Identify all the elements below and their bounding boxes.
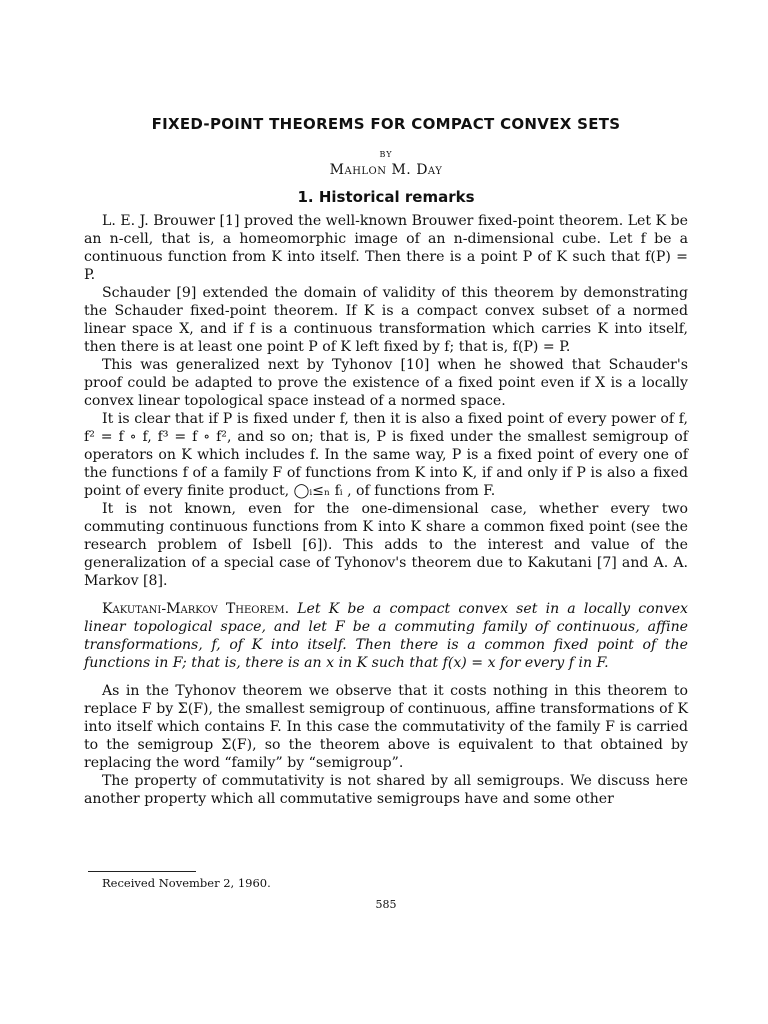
paragraph-schauder: Schauder [9] extended the domain of validity of this theorem by demonstrating the Schauder fixed-point theorem. If K is a compact convex subset of a normed linear space X, and if f is a continuous transformation which carries K into itself, then there is at least one point P of K left fixed by f; that is, f(P) = P. bbox=[84, 285, 688, 355]
section-heading: 1. Historical remarks bbox=[297, 188, 475, 206]
theorem-name: Kakutani-Markov Theorem. bbox=[102, 601, 290, 617]
paragraph-commuting: It is not known, even for the one-dimensional case, whether every two commuting continuous functions from K into K share a common fixed point (see the research problem of Isbell [6]). This adds to the interest and value of the generalization of a special case of Tyhonov's theorem due to Kakutani [7] and A. A. Markov [8]. bbox=[84, 501, 688, 589]
byline-label: BY bbox=[379, 150, 393, 159]
author-name: Mahlon M. Day bbox=[329, 162, 443, 178]
paragraph-commutativity: The property of commutativity is not shared by all semigroups. We discuss here another property which all commutative semigroups have and some other bbox=[84, 773, 688, 807]
theorem-text: Let K be a compact convex set in a locally convex linear topological space, and let F be a commuting family of continuous, affine transformations, f, of K into itself. Then there is a common fixed point of the functions in F; that is, there is an x in K such that f(x) = x for every f in F. bbox=[84, 601, 688, 671]
paper-title: FIXED-POINT THEOREMS FOR COMPACT CONVEX SETS bbox=[151, 115, 621, 133]
footnote-rule bbox=[88, 871, 196, 872]
footnote: Received November 2, 1960. bbox=[102, 876, 271, 890]
paragraph-tyhonov: This was generalized next by Tyhonov [10] when he showed that Schauder's proof could be adapted to prove the existence of a fixed point even if X is a locally convex linear topological space instead of a normed space. bbox=[84, 357, 688, 409]
paragraph-brouwer: L. E. J. Brouwer [1] proved the well-known Brouwer fixed-point theorem. Let K be an n-cell, that is, a homeomorphic image of an n-dimensional cube. Let f be a continuous function from K into itself. Then there is a point P of K such that f(P) = P. bbox=[84, 213, 688, 283]
page-number: 585 bbox=[375, 898, 397, 911]
paragraph-semigroup: As in the Tyhonov theorem we observe that it costs nothing in this theorem to replace F by Σ(F), the smallest semigroup of continuous, affine transformations of K into itself which contains F. In this case the commutativity of the family F is carried to the semigroup Σ(F), so the theorem above is equivalent to that obtained by replacing the word “family” by “semigroup”. bbox=[84, 683, 688, 771]
body-text bbox=[84, 212, 688, 808]
paragraph-powers: It is clear that if P is fixed under f, then it is also a fixed point of every power of f, f² = f ∘ f, f³ = f ∘ f², and so on; that is, P is fixed under the smallest semigroup of operators on K which includes f. In the same way, P is a fixed point of every one of the functions f of a family F of functions from K into K, if and only if P is also a fixed point of every finite product, ◯ᵢ≤ₙ fᵢ , of functions from F. bbox=[84, 411, 688, 499]
theorem-statement bbox=[84, 600, 688, 672]
